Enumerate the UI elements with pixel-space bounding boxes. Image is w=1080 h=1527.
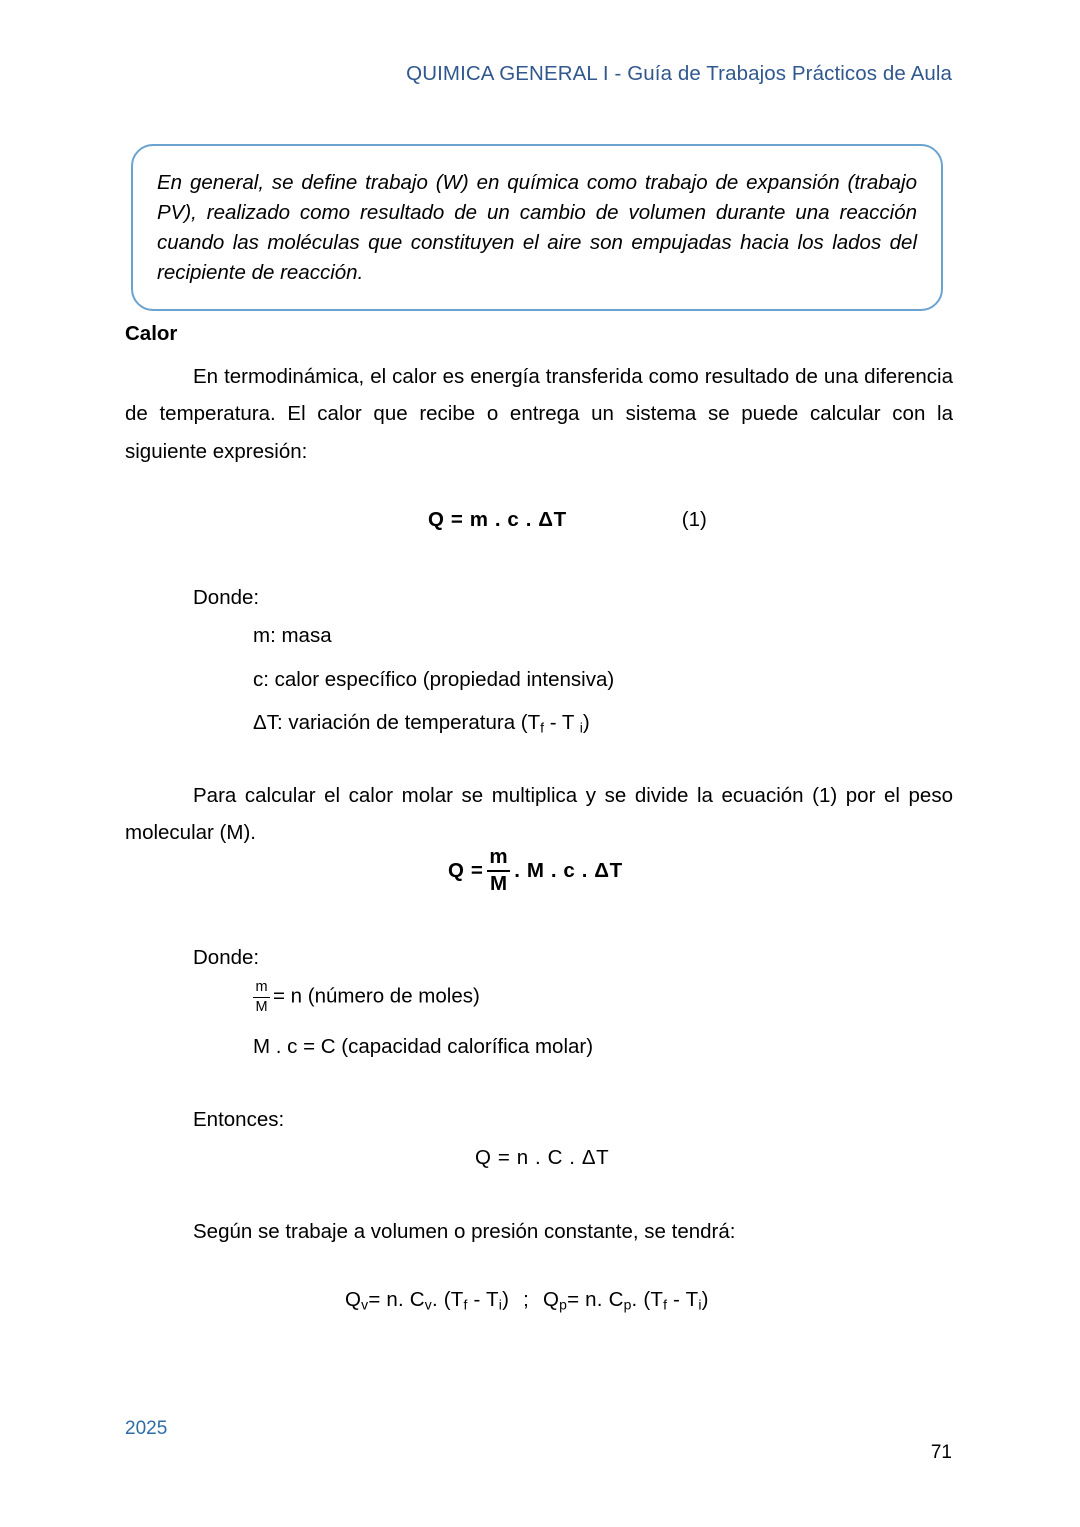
definition-list-2 <box>253 980 593 1079</box>
equation-4-close-2: ) <box>701 1288 709 1311</box>
fraction-denominator: M <box>489 871 508 895</box>
equation-3: Q = n . C . ΔT <box>475 1146 610 1169</box>
paragraph-calor-intro: En termodinámica, el calor es energía transferida como resultado de una diferencia de temperatura. El calor que recibe o entrega un sistema se puede calcular con la siguiente expresión: <box>125 365 953 463</box>
fraction-m-over-M <box>487 847 510 894</box>
fraction-m-over-M-small <box>253 980 270 1015</box>
equation-4-qp-rest: = n. C <box>567 1288 624 1311</box>
definition-item-deltaT-prefix: ΔT: variación de temperatura (T <box>253 711 541 734</box>
equation-4-qp: Q <box>543 1288 560 1311</box>
equation-2-lead: Q = <box>448 858 484 882</box>
equation-1-number: (1) <box>681 508 707 531</box>
equation-4-qv: Q <box>345 1288 362 1311</box>
fraction-denominator: M <box>255 999 268 1016</box>
footer-year: 2025 <box>125 1418 168 1439</box>
subscript-f: f <box>540 719 545 736</box>
equation-4-qv-rest: = n. C <box>368 1288 425 1311</box>
subscript-v: v <box>361 1296 369 1313</box>
equation-1-body: Q = m . c . ΔT <box>428 508 567 531</box>
definition-list-1 <box>253 626 614 757</box>
subscript-tf-2: f <box>663 1296 668 1313</box>
equation-2-tail: . M . c . ΔT <box>514 858 623 882</box>
subscript-ti-1: i <box>498 1296 503 1313</box>
label-entonces: Entonces: <box>193 1108 285 1131</box>
fraction-numerator: m <box>489 845 509 868</box>
definition-item-deltaT-suffix: ) <box>582 711 590 734</box>
equation-4-cp-rest: . (T <box>631 1288 664 1311</box>
subscript-cv: v <box>424 1296 432 1313</box>
paragraph-calor-molar: Para calcular el calor molar se multiplica y se divide la ecuación (1) por el peso molecular (M). <box>125 784 953 845</box>
subscript-p: p <box>559 1296 568 1313</box>
definition-item-c: c: calor específico (propiedad intensiva) <box>253 667 615 691</box>
definition-callout-box <box>131 144 943 311</box>
document-header-title: QUIMICA GENERAL I - Guía de Trabajos Prácticos de Aula <box>406 62 952 85</box>
equation-4-close-1: ) <box>502 1288 510 1311</box>
label-donde-2: Donde: <box>193 946 260 969</box>
fraction-numerator: m <box>255 979 268 995</box>
definition-item-deltaT <box>253 713 614 757</box>
subscript-cp: p <box>623 1296 632 1313</box>
equation-4-tmid-1: - T <box>467 1288 499 1311</box>
subscript-tf-1: f <box>463 1296 468 1313</box>
subscript-ti-2: i <box>698 1296 702 1313</box>
equation-4-cv-rest: . (T <box>431 1288 464 1311</box>
equation-1 <box>428 508 707 532</box>
equation-4-separator: ; <box>523 1288 529 1311</box>
callout-text: En general, se define trabajo (W) en química como trabajo de expansión (trabajo PV), realizado como resultado de un cambio de volumen durante una reacción cuando las moléculas que constituyen el aire son empujadas hacia los lados del recipiente de reacción. <box>157 171 917 285</box>
equation-4-tmid-2: - T <box>667 1288 699 1311</box>
definition-item-moles <box>253 980 593 1037</box>
subscript-i: i <box>579 719 583 736</box>
fraction-bar <box>253 997 270 999</box>
equation-4 <box>345 1288 709 1312</box>
definition-item-capacidad: M . c = C (capacidad calorífica molar) <box>253 1034 594 1058</box>
label-donde-1: Donde: <box>193 586 260 609</box>
section-heading-calor: Calor <box>125 322 178 345</box>
footer-page-number: 71 <box>930 1442 952 1463</box>
equation-2 <box>448 845 623 895</box>
definition-item-moles-text: = n (número de moles) <box>273 984 480 1008</box>
definition-item-m: m: masa <box>253 624 332 647</box>
definition-item-deltaT-middle: - T <box>544 711 580 734</box>
paragraph-closing: Según se trabaje a volumen o presión constante, se tendrá: <box>193 1220 736 1243</box>
